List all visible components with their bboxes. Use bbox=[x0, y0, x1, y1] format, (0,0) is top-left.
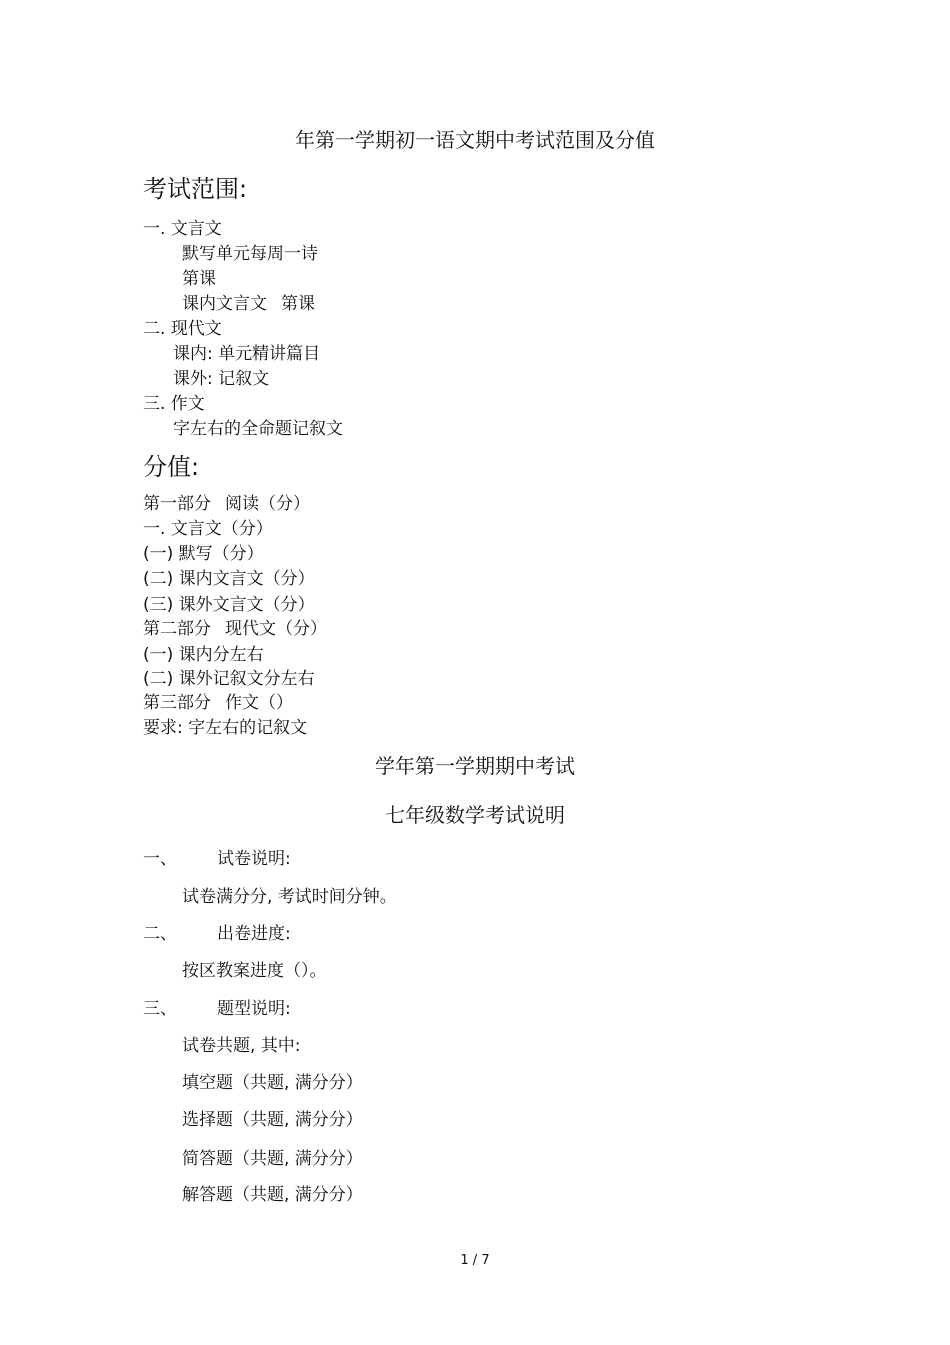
section-number: 三、 bbox=[143, 999, 177, 1019]
score-heading: 分值: bbox=[143, 453, 200, 481]
scope-item: 二. 现代文 bbox=[143, 319, 222, 339]
scope-heading: 考试范围: bbox=[143, 175, 248, 203]
section-number: 二、 bbox=[143, 924, 177, 944]
scope-item: 字左右的全命题记叙文 bbox=[173, 419, 343, 439]
scope-item: 一. 文言文 bbox=[143, 219, 222, 239]
score-item: 要求: 字左右的记叙文 bbox=[143, 718, 308, 738]
math-title-line1: 学年第一学期期中考试 bbox=[375, 754, 575, 778]
page-number: 1 / 7 bbox=[460, 1253, 490, 1268]
progress-description: 按区教案进度（）。 bbox=[182, 961, 327, 981]
scope-item: 第课 bbox=[182, 269, 216, 289]
score-item: (三) 课外文言文（分） bbox=[143, 595, 315, 615]
score-item bbox=[143, 618, 327, 640]
score-item: 一. 文言文（分） bbox=[143, 519, 273, 539]
scope-item bbox=[182, 293, 315, 315]
math-section-heading bbox=[143, 998, 291, 1020]
score-part: 第一部分 bbox=[143, 494, 211, 514]
question-type: 选择题（共题, 满分分） bbox=[182, 1110, 363, 1130]
score-item: (一) 默写（分） bbox=[143, 544, 264, 564]
score-part-name: 作文（） bbox=[225, 693, 293, 713]
section-label: 出卷进度: bbox=[217, 924, 291, 944]
types-intro: 试卷共题, 其中: bbox=[182, 1036, 301, 1056]
question-type: 填空题（共题, 满分分） bbox=[182, 1073, 363, 1093]
score-item bbox=[143, 692, 293, 714]
scope-item-text: 第课 bbox=[281, 294, 315, 314]
question-type: 简答题（共题, 满分分） bbox=[182, 1149, 363, 1169]
scope-item-text: 课内文言文 bbox=[182, 294, 267, 314]
chinese-title: 年第一学期初一语文期中考试范围及分值 bbox=[295, 128, 655, 152]
score-item: (二) 课外记叙文分左右 bbox=[143, 669, 315, 689]
section-label: 试卷说明: bbox=[217, 849, 291, 869]
scope-item: 课内: 单元精讲篇目 bbox=[173, 344, 321, 364]
score-item: (一) 课内分左右 bbox=[143, 645, 264, 665]
score-item bbox=[143, 493, 310, 515]
math-section-heading bbox=[143, 923, 291, 945]
score-item: (二) 课内文言文（分） bbox=[143, 569, 315, 589]
score-part: 第三部分 bbox=[143, 693, 211, 713]
math-title-line2: 七年级数学考试说明 bbox=[385, 803, 565, 827]
section-label: 题型说明: bbox=[217, 999, 291, 1019]
paper-description: 试卷满分分, 考试时间分钟。 bbox=[182, 887, 397, 907]
score-part-name: 阅读（分） bbox=[225, 494, 310, 514]
scope-item: 课外: 记叙文 bbox=[173, 369, 270, 389]
math-section-heading bbox=[143, 848, 291, 870]
question-type: 解答题（共题, 满分分） bbox=[182, 1185, 363, 1205]
scope-item: 默写单元每周一诗 bbox=[182, 244, 318, 264]
score-part: 第二部分 bbox=[143, 619, 211, 639]
scope-item: 三. 作文 bbox=[143, 394, 205, 414]
score-part-name: 现代文（分） bbox=[225, 619, 327, 639]
section-number: 一、 bbox=[143, 849, 177, 869]
